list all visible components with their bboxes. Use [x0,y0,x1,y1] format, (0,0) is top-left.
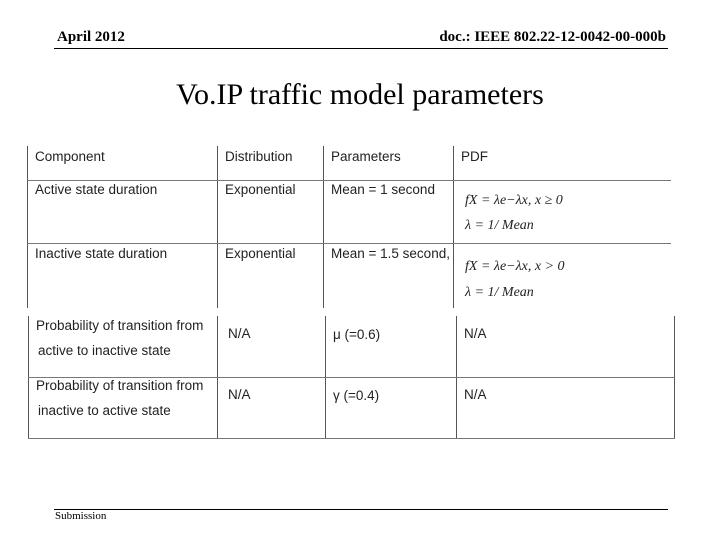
inactive-duration-distribution: Exponential [225,246,296,261]
active-duration-component: Active state duration [35,182,158,197]
inactive-to-active-parameters: γ (=0.4) [333,388,380,403]
inactive-duration-pdf-lambda: λ = 1/ Mean [465,285,534,300]
footer-rule [54,509,668,510]
table-divider [217,146,218,308]
inactive-to-active-distribution: N/A [228,387,251,402]
active-to-inactive-line2: active to inactive state [38,343,171,358]
footer-submission: Submission [55,510,107,522]
inactive-duration-parameters: Mean = 1.5 second, [331,246,450,261]
inactive-duration-pdf-formula: fX = λe−λx, x > 0 [465,259,565,274]
active-duration-pdf-lambda: λ = 1/ Mean [465,218,534,233]
inactive-to-active-pdf: N/A [464,387,487,402]
table-divider [27,243,671,244]
traffic-table-upper [27,146,671,308]
active-duration-distribution: Exponential [225,182,296,197]
header-rule [54,48,668,49]
active-to-inactive-line1: Probability of transition from [36,318,204,333]
table-divider [323,146,324,308]
table-divider [27,180,671,181]
header-pdf: PDF [461,149,488,164]
inactive-to-active-line1: Probability of transition from [36,378,204,393]
header-parameters: Parameters [331,149,401,164]
active-to-inactive-distribution: N/A [228,326,251,341]
inactive-to-active-line2: inactive to active state [38,403,171,418]
active-duration-parameters: Mean = 1 second [331,182,435,197]
header-component: Component [35,149,105,164]
active-duration-pdf-formula: fX = λe−λx, x ≥ 0 [465,193,563,208]
active-to-inactive-pdf: N/A [464,326,487,341]
header-date: April 2012 [57,29,125,45]
active-to-inactive-parameters: μ (=0.6) [333,327,381,342]
traffic-table-lower [28,316,675,439]
inactive-duration-component: Inactive state duration [35,246,168,261]
header-doc-id: doc.: IEEE 802.22-12-0042-00-000b [439,29,666,45]
table-divider [28,438,675,439]
table-divider [27,146,28,308]
slide-title: Vo.IP traffic model parameters [176,78,544,111]
header-distribution: Distribution [225,149,293,164]
table-divider [453,146,454,308]
